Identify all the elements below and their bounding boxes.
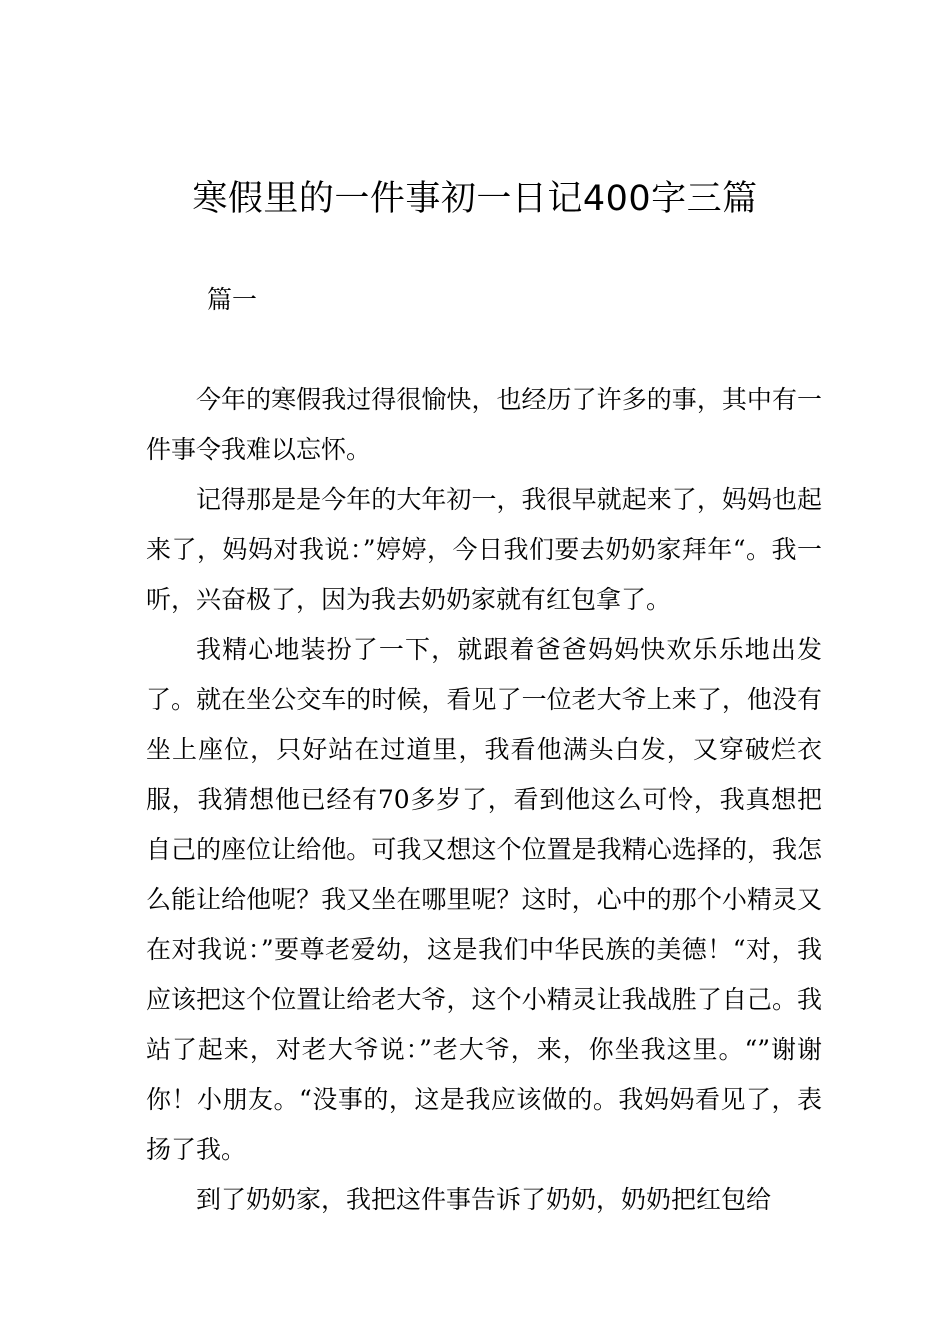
paragraph: 我精心地装扮了一下，就跟着爸爸妈妈快欢乐乐地出发了。就在坐公交车的时候，看见了一位老大爷上来了，他没有坐上座位，只好站在过道里，我看他满头白发，又穿破烂衣服，我猜想他已经有70多岁了，看到他这么可怜，我真想把自己的座位让给他。可我又想这个位置是我精心选择的，我怎么能让给他呢？我又坐在哪里呢？这时，心中的那个小精灵又在对我说：”要尊老爱幼，这是我们中华民族的美德！“对，我应该把这个位置让给老大爷，这个小精灵让我战胜了自己。我站了起来，对老大爷说：”老大爷，来，你坐我这里。“”谢谢你！小朋友。“没事的，这是我应该做的。我妈妈看见了，表扬了我。: [146, 635, 822, 1164]
document-title: 寒假里的一件事初一日记400字三篇: [192, 179, 758, 219]
paragraph: 今年的寒假我过得很愉快，也经历了许多的事，其中有一件事令我难以忘怀。: [146, 385, 822, 464]
document-body: [146, 375, 822, 1225]
section-label: 篇一: [207, 285, 258, 314]
paragraph: 到了奶奶家，我把这件事告诉了奶奶，奶奶把红包给: [196, 1185, 772, 1214]
paragraph: 记得那是是今年的大年初一，我很早就起来了，妈妈也起来了，妈妈对我说：”婷婷，今日我们要去奶奶家拜年“。我一听，兴奋极了，因为我去奶奶家就有红包拿了。: [146, 485, 822, 614]
